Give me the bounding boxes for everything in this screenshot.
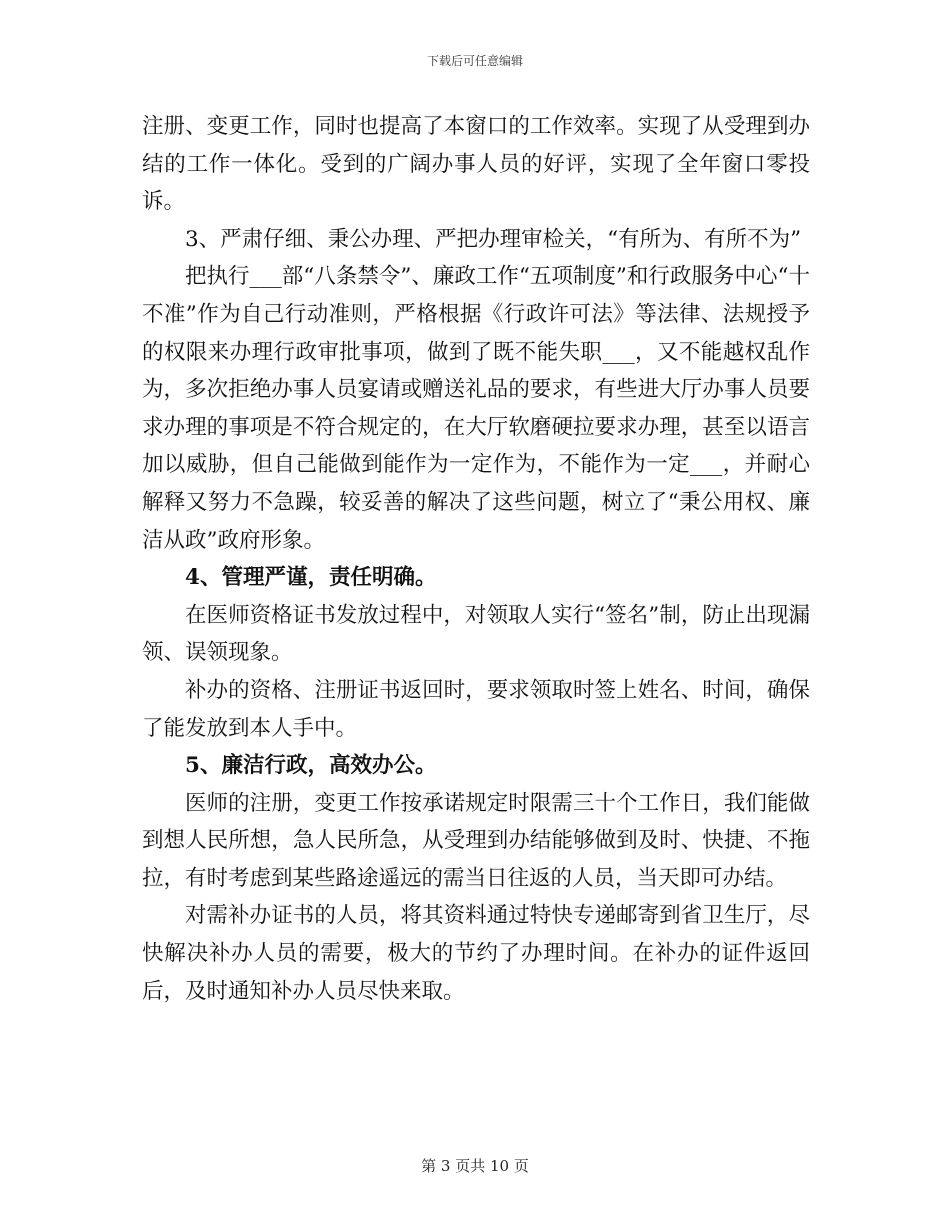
paragraph-5: 在医师资格证书发放过程中，对领取人实行“签名”制，防止出现漏领、误领现象。 [142,602,810,666]
paragraph-6: 补办的资格、注册证书返回时，要求领取时签上姓名、时间，确保了能发放到本人手中。 [142,677,810,741]
page-footer: 第 3 页共 10 页 [421,1157,529,1175]
page-header: 下载后可任意编辑 [426,54,523,68]
document-body [142,108,810,1010]
section-heading-4: 4、管理严谨，责任明确。 [185,565,437,591]
paragraph-3: 把执行___部“八条禁令”、廉政工作“五项制度”和行政服务中心“十不准”作为自己行动准则，严格根据《行政许可法》等法律、法规授予的权限来办理行政审批事项，做到了既不能失职___，又不能越权乱作为，多次拒绝办事人员宴请或赠送礼品的要求，有些进大厅办事人员要求办理的事项是不符合规定的，在大厅软磨硬拉要求办理，甚至以语言加以威胁，但自己能做到能作为一定作为，不能作为一定___，并耐心解释又努力不急躁，较妥善的解决了这些问题，树立了“秉公用权、廉洁从政”政府形象。 [142,264,810,553]
paragraph-2: 3、严肃仔细、秉公办理、严把办理审检关，“有所为、有所不为” [185,226,802,252]
paragraph-9: 对需补办证书的人员，将其资料通过特快专递邮寄到省卫生厅，尽快解决补办人员的需要，极大的节约了办理时间。在补办的证件返回后，及时通知补办人员尽快来取。 [142,903,810,1004]
section-heading-5: 5、廉洁行政，高效办公。 [185,753,437,779]
paragraph-8: 医师的注册，变更工作按承诺规定时限需三十个工作日，我们能做到想人民所想，急人民所急，从受理到办结能够做到及时、快捷、不拖拉，有时考虑到某些路途遥远的需当日往返的人员，当天即可办结。 [142,790,810,891]
paragraph-1: 注册、变更工作，同时也提高了本窗口的工作效率。实现了从受理到办结的工作一体化。受到的广阔办事人员的好评，实现了全年窗口零投诉。 [142,114,810,215]
